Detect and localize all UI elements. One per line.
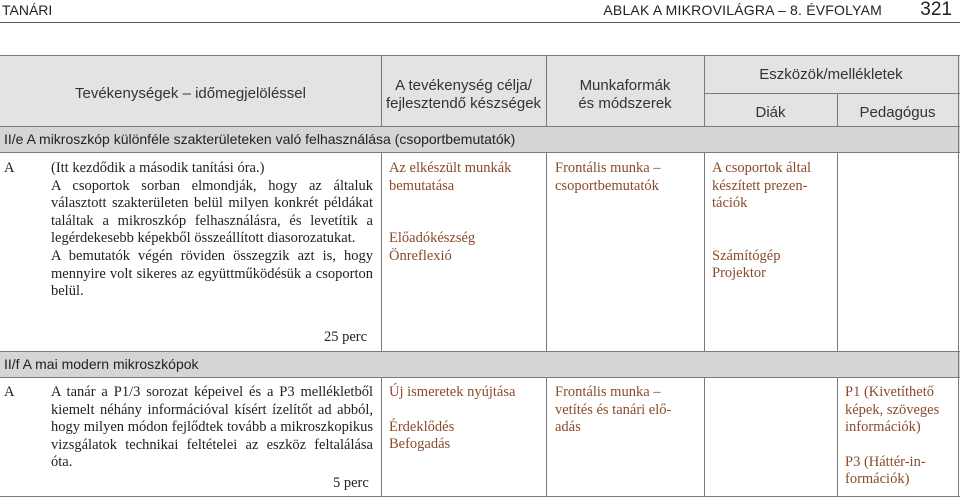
- header-goal-line1: A tevékenység célja/: [395, 77, 532, 94]
- row-f-goal-line3: Befogadás: [389, 436, 451, 453]
- row-e-bottom-border: [0, 351, 960, 352]
- section-e-title: II/e A mikroszkóp különféle szakterületeken való felhasználása (csoportbemutatók): [4, 131, 516, 147]
- row-e-time: 25 perc: [324, 329, 368, 345]
- running-header: [0, 0, 960, 22]
- col-divider-e-1: [381, 152, 382, 351]
- header-teacher: Pedagógus: [859, 104, 936, 121]
- tools-subheader-border: [704, 93, 960, 94]
- section-f-border: [0, 377, 960, 378]
- row-e-goal-line1: Az elkészült munkák: [389, 160, 512, 176]
- row-f-teacher-tools: [845, 384, 957, 489]
- row-e-goal: [389, 160, 544, 265]
- row-f-goal-line1: Új ismeretek nyújtása: [389, 384, 516, 400]
- header-methods: [546, 77, 704, 113]
- col-divider-f-1: [381, 377, 382, 497]
- row-e-student-line1: A csoportok által: [712, 160, 812, 176]
- header-activities: Tevékenységek – időmegjelöléssel: [75, 85, 306, 102]
- row-e-activity-para2: A bemutatók végén röviden összegzik azt is, hogy mennyire volt sikeres az együttműködésük a csoporton belül.: [51, 247, 373, 300]
- header-tools: Eszközök/mellékletek: [759, 66, 903, 83]
- section-f-title: II/f A mai modern mikroszkópok: [4, 356, 199, 372]
- header-goal: [381, 77, 546, 113]
- row-e-method: [555, 160, 703, 195]
- section-e-border: [0, 152, 960, 153]
- row-e-activity-line1: (Itt kezdődik a második tanítási óra.): [51, 160, 265, 176]
- table-right-border: [958, 55, 959, 497]
- row-e-goal-line3: Előadókészség: [389, 230, 476, 247]
- col-divider-f-4: [837, 377, 838, 497]
- row-e-activity: [51, 160, 373, 301]
- row-e-method-line1: Frontális munka –: [555, 160, 661, 176]
- header-methods-line1: Munkaformák: [579, 77, 671, 94]
- row-f-goal: [389, 384, 544, 454]
- row-e-student-line4: Számítógép: [712, 247, 781, 264]
- row-f-activity-para: A tanár a P1/3 sorozat képeivel és a P3 mellékletből kiemelt néhány információval kísért ízelítőt ad abból, hogy milyen módon fejlődtek tovább a mikroszkopikus vizsgálatok technikai feltételei az eszköz feltalálása óta.: [51, 384, 373, 471]
- row-e-letter: A: [4, 160, 15, 176]
- row-f-teacher-line1: P1 (Kivetíthető: [845, 384, 935, 400]
- col-divider-f-3: [704, 377, 705, 497]
- header-bottom-border: [0, 126, 960, 127]
- header-title: ABLAK A MIKROVILÁGRA – 8. ÉVFOLYAM: [603, 2, 882, 18]
- row-f-letter: A: [4, 384, 15, 400]
- header-left: TANÁRI: [2, 2, 53, 18]
- row-e-student-line5: Projektor: [712, 265, 766, 282]
- row-f-teacher-line5: formációk): [845, 471, 910, 488]
- row-f-goal-line2: Érdeklődés: [389, 418, 455, 435]
- header-methods-line2: és módszerek: [578, 95, 672, 112]
- row-f-time: 5 perc: [333, 475, 369, 491]
- row-e-goal-line2: bemutatása: [389, 177, 455, 194]
- row-f-teacher-line4: P3 (Háttér-in-: [845, 453, 926, 470]
- header-goal-line2: fejlesztendő készségek: [385, 95, 542, 112]
- header-student: Diák: [755, 104, 786, 121]
- row-f-method-line2: vetítés és tanári elő-: [555, 401, 672, 418]
- table-bottom-border: [0, 496, 960, 497]
- page-number: 321: [920, 0, 952, 20]
- row-e-method-line2: csoportbemutatók: [555, 177, 659, 194]
- col-divider-e-4: [837, 152, 838, 351]
- col-divider-e-3: [704, 152, 705, 351]
- row-f-activity: [51, 384, 373, 472]
- col-divider-f-2: [546, 377, 547, 497]
- row-f-teacher-line3: információk): [845, 419, 921, 436]
- row-e-student-line3: tációk: [712, 195, 748, 212]
- row-e-student-tools: [712, 160, 836, 283]
- col-divider-e-2: [546, 152, 547, 351]
- row-e-student-line2: készített prezen-: [712, 177, 808, 194]
- table-top-border: [0, 55, 960, 56]
- row-f-method-line3: adás: [555, 419, 581, 436]
- row-e-goal-line4: Önreflexió: [389, 247, 452, 264]
- row-f-teacher-line2: képek, szöveges: [845, 401, 940, 418]
- row-f-method: [555, 384, 703, 437]
- row-e-activity-para1: A csoportok sorban elmondják, hogy az általuk választott szakterületen belül milyen konkrét példákat találtak a mikroszkóp felhasználásra, és levetítik a legérdekesebb képekből összeállított diasorozatukat.: [51, 177, 373, 247]
- header-rule: [0, 22, 960, 23]
- row-f-method-line1: Frontális munka –: [555, 384, 661, 400]
